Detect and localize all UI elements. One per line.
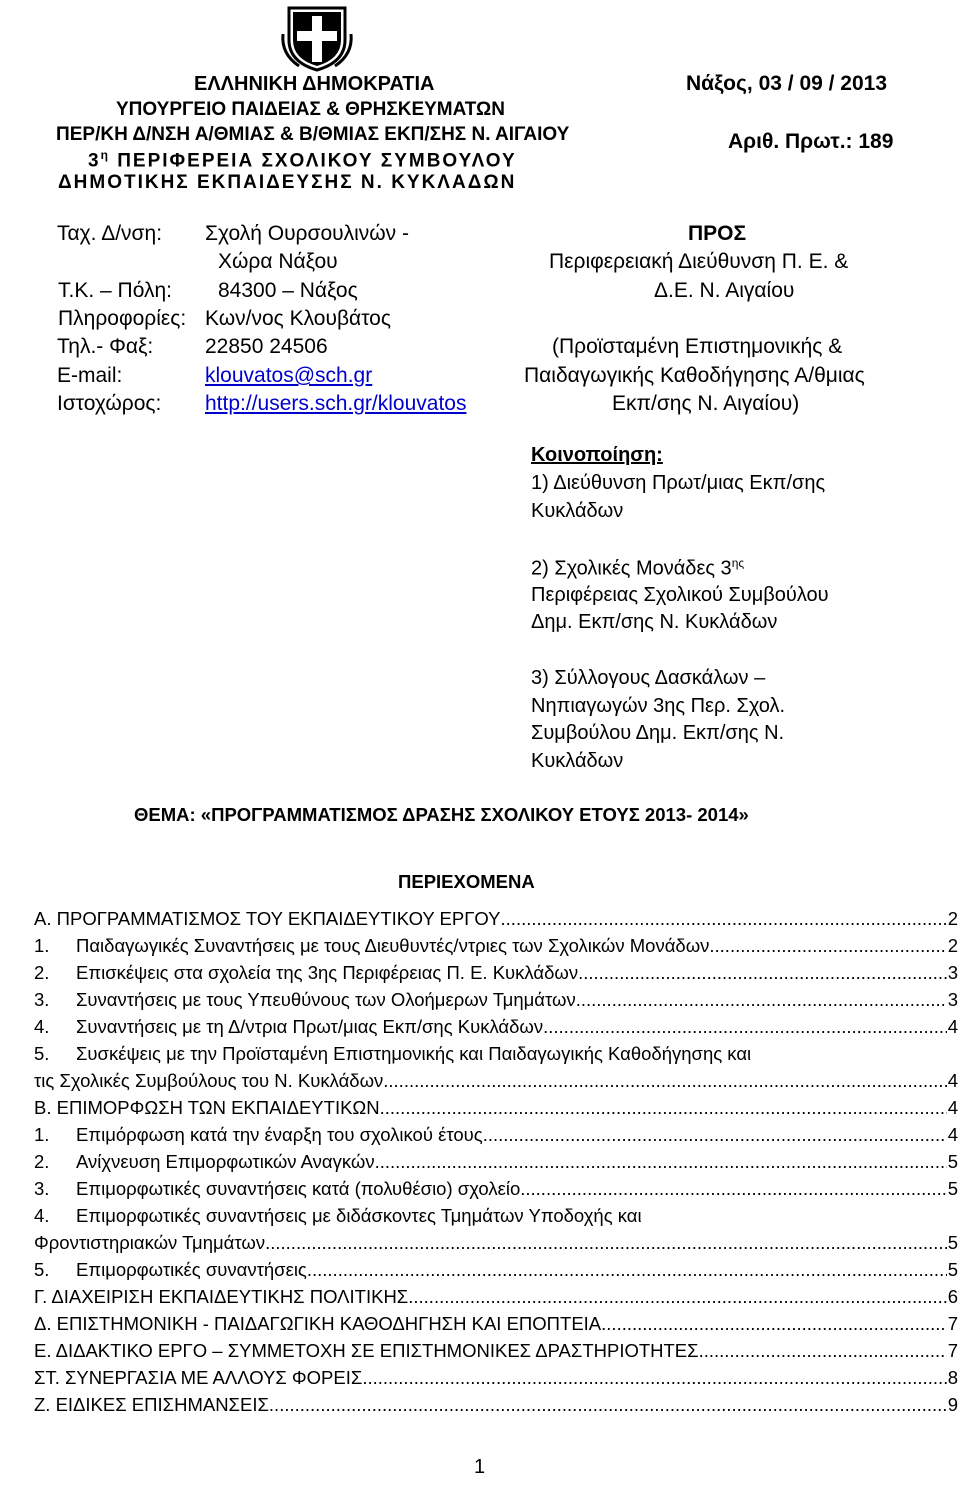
web-label: Ιστοχώρος: [57,392,162,415]
website-link[interactable]: http://users.sch.gr/klouvatos [205,392,467,415]
toc-entry-b4-line1[interactable]: 4. Επιμορφωτικές συναντήσεις με διδάσκοντες Τμημάτων Υποδοχής και [34,1205,642,1226]
notification-item2-line1: 2) Σχολικές Μονάδες $3^{\eta\varsigma}$ [531,556,745,580]
recipient-line1: Περιφερειακή Διεύθυνση Π. Ε. & [549,250,849,273]
toc-entry-b3[interactable]: 3. Επιμορφωτικές συναντήσεις κατά (πολυθέσιο) σχολείο ..... 5 [34,1176,958,1202]
toc-entry-b2[interactable]: 2. Ανίχνευση Επιμορφωτικών Αναγκών ..... 5 [34,1149,958,1175]
toc-entry-a5-line1[interactable]: 5. Συσκέψεις με την Προϊσταμένη Επιστημονικής και Παιδαγωγικής Καθοδήγησης και [34,1043,752,1064]
subject-line: ΘΕΜΑ: «ΠΡΟΓΡΑΜΜΑΤΙΣΜΟΣ ΔΡΑΣΗΣ ΣΧΟΛΙΚΟΥ ΕΤΟΥΣ 2013- 2014» [134,804,749,825]
toc-title: ΠΕΡΙΕΧΟΜΕΝΑ [398,871,535,892]
toc-entry-b4-line2[interactable]: Φροντιστηριακών Τμημάτων ..... 5 [34,1230,958,1256]
toc-entry-d[interactable]: Δ. ΕΠΙΣΤΗΜΟΝΙΚΗ - ΠΑΙΔΑΓΩΓΙΚΗ ΚΑΘΟΔΗΓΗΣΗ ΚΑΙ ΕΠΟΠΤΕΙΑ ..... 7 [34,1311,958,1337]
phone-value: 22850 24506 [205,335,328,358]
toc-entry-a[interactable]: Α. ΠΡΟΓΡΑΜΜΑΤΙΣΜΟΣ ΤΟΥ ΕΚΠΑΙΔΕΥΤΙΚΟΥ ΕΡΓΟΥ ..... 2 [34,906,958,932]
postal-value: 84300 – Νάξος [218,279,358,302]
recipient-line3: (Προϊσταμένη Επιστημονικής & [552,335,843,358]
toc-entry-st[interactable]: ΣΤ. ΣΥΝΕΡΓΑΣΙΑ ΜΕ ΑΛΛΟΥΣ ΦΟΡΕΙΣ ..... 8 [34,1365,958,1391]
toc-entry-b1[interactable]: 1. Επιμόρφωση κατά την έναρξη του σχολικού έτους. ..... 4 [34,1122,958,1148]
notification-title: Κοινοποίηση: [531,444,663,466]
toc-entry-b5[interactable]: 5. Επιμορφωτικές συναντήσεις ..... 5 [34,1257,958,1283]
postal-label: Τ.Κ. – Πόλη: [58,279,173,302]
toc-entry-z[interactable]: Ζ. ΕΙΔΙΚΕΣ ΕΠΙΣΗΜΑΝΣΕΙΣ ..... 9 [34,1392,958,1418]
notification-item3-line1: 3) Σύλλογους Δασκάλων – [531,667,766,689]
notification-item1-line2: Κυκλάδων [531,500,624,522]
place-date: Νάξος, 03 / 09 / 2013 [686,72,888,95]
education-line: ΔΗΜΟΤΙΚΗΣ ΕΚΠΑΙΔΕΥΣΗΣ Ν. ΚΥΚΛΑΔΩΝ [58,172,517,193]
address-line2: Χώρα Νάξου [218,250,338,273]
republic-name: ΕΛΛΗΝΙΚΗ ΔΗΜΟΚΡΑΤΙΑ [194,73,435,95]
toc-entry-c[interactable]: Γ. ΔΙΑΧΕΙΡΙΣΗ ΕΚΠΑΙΔΕΥΤΙΚΗΣ ΠΟΛΙΤΙΚΗΣ ..... 6 [34,1284,958,1310]
protocol-number: Αριθ. Πρωτ.: 189 [728,130,894,153]
notification-item1-line1: 1) Διεύθυνση Πρωτ/μιας Εκπ/σης [531,472,826,494]
info-label: Πληροφορίες: [58,307,187,330]
phone-label: Τηλ.- Φαξ: [57,335,154,358]
region-line: $3^\eta$ ΠΕΡΙΦΕΡΕΙΑ ΣΧΟΛΙΚΟΥ ΣΥΜΒΟΥΛΟΥ [88,148,517,172]
toc-entry-a3[interactable]: 3. Συναντήσεις με τους Υπευθύνους των Ολοήμερων Τμημάτων ..... 3 [34,987,958,1013]
toc-entry-e[interactable]: Ε. ΔΙΔΑΚΤΙΚΟ ΕΡΓΟ – ΣΥΜΜΕΤΟΧΗ ΣΕ ΕΠΙΣΤΗΜΟΝΙΚΕΣ ΔΡΑΣΤΗΡΙΟΤΗΤΕΣ ..... 7 [34,1338,958,1364]
recipient-line4: Παιδαγωγικής Καθοδήγησης Α/θμιας [524,364,865,387]
info-value: Κων/νος Κλουβάτος [205,307,391,330]
recipient-line2: Δ.Ε. Ν. Αιγαίου [654,279,795,302]
notification-item2-line2: Περιφέρειας Σχολικού Συμβούλου [531,584,829,606]
toc-entry-a1[interactable]: 1. Παιδαγωγικές Συναντήσεις με τους Διευθυντές/ντριες των Σχολικών Μονάδων. ..... 2 [34,933,958,959]
address-line1: Σχολή Ουρσουλινών - [205,222,410,245]
notification-item3-line4: Κυκλάδων [531,750,624,772]
toc-entry-a4[interactable]: 4. Συναντήσεις με τη Δ/ντρια Πρωτ/μιας Εκπ/σης Κυκλάδων ..... 4 [34,1014,958,1040]
notification-item3-line3: Συμβούλου Δημ. Εκπ/σης Ν. [531,722,785,744]
notification-item3-line2: Νηπιαγωγών 3ης Περ. Σχολ. [531,695,786,717]
toc-entry-a2[interactable]: 2. Επισκέψεις στα σχολεία της 3ης Περιφέρειας Π. Ε. Κυκλάδων. ..... 3 [34,960,958,986]
email-link[interactable]: klouvatos@sch.gr [205,364,373,387]
greek-coat-of-arms [279,4,355,72]
directorate-name: ΠΕΡ/ΚΗ Δ/ΝΣΗ Α/ΘΜΙΑΣ & Β/ΘΜΙΑΣ ΕΚΠ/ΣΗΣ Ν. ΑΙΓΑΙΟΥ [56,124,570,145]
page-number: 1 [474,1456,486,1478]
toc-entry-b[interactable]: Β. ΕΠΙΜΟΡΦΩΣΗ ΤΩΝ ΕΚΠΑΙΔΕΥΤΙΚΩΝ ..... 4 [34,1095,958,1121]
ministry-name: ΥΠΟΥΡΓΕΙΟ ΠΑΙΔΕΙΑΣ & ΘΡΗΣΚΕΥΜΑΤΩΝ [116,99,505,120]
recipient-title: ΠΡΟΣ [688,222,747,245]
email-label: E-mail: [57,364,123,387]
notification-item2-line3: Δημ. Εκπ/σης Ν. Κυκλάδων [531,611,778,633]
address-label: Ταχ. Δ/νση: [57,222,163,245]
recipient-line5: Εκπ/σης Ν. Αιγαίου) [612,392,800,415]
toc-entry-a5-line2[interactable]: τις Σχολικές Συμβούλους του Ν. Κυκλάδων ..... 4 [34,1068,958,1094]
